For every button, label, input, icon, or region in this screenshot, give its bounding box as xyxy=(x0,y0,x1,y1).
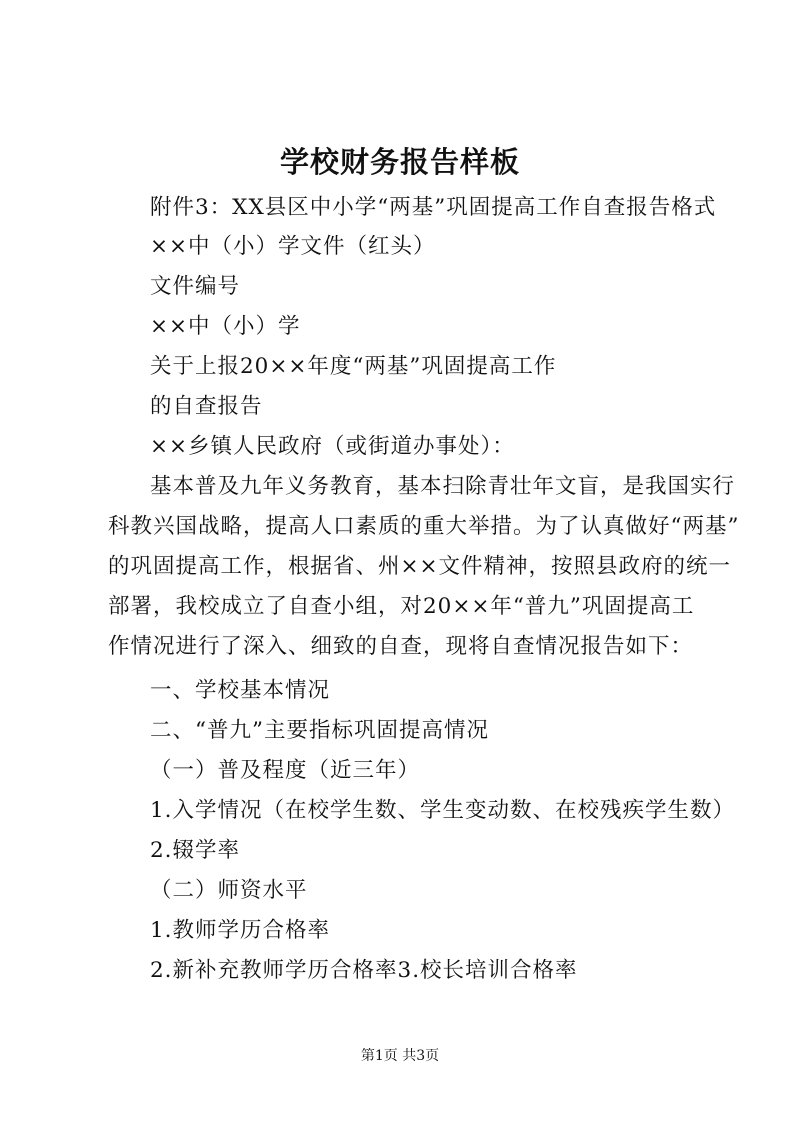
doc-line-file-number: 文件编号 xyxy=(150,274,241,299)
doc-line-red-header: ××中（小）学文件（红头） xyxy=(150,234,436,259)
doc-item-enrollment: 1.入学情况（在校学生数、学生变动数、在校残疾学生数） xyxy=(150,798,736,823)
doc-item-teacher-qualification: 1.教师学历合格率 xyxy=(150,918,331,943)
doc-item-dropout: 2.辍学率 xyxy=(150,838,241,863)
doc-line-subject-2: 的自查报告 xyxy=(150,394,263,419)
document-title: 学校财务报告样板 xyxy=(279,145,520,179)
doc-line-para-3: 的巩固提高工作，根据省、州××文件精神，按照县政府的统一 xyxy=(108,554,732,579)
doc-line-para-1: 基本普及九年义务教育，基本扫除青壮年文盲，是我国实行 xyxy=(150,474,736,499)
doc-line-subject-1: 关于上报20××年度“两基”巩固提高工作 xyxy=(150,354,557,379)
doc-subheading-coverage: （一）普及程度（近三年） xyxy=(150,758,421,783)
doc-heading-basic-info: 一、学校基本情况 xyxy=(150,678,331,703)
doc-subheading-teachers: （二）师资水平 xyxy=(150,878,308,903)
page-number: 第1页 共3页 xyxy=(360,1048,440,1064)
doc-line-para-5: 作情况进行了深入、细致的自查，现将自查情况报告如下： xyxy=(108,634,694,659)
doc-line-school: ××中（小）学 xyxy=(150,314,301,339)
doc-line-para-2: 科教兴国战略，提高人口素质的重大举措。为了认真做好“两基” xyxy=(108,514,740,539)
doc-item-new-teacher-qualification: 2.新补充教师学历合格率3.校长培训合格率 xyxy=(150,958,578,983)
doc-line-para-4: 部署，我校成立了自查小组，对20××年“普九”巩固提高工 xyxy=(108,594,695,619)
doc-line-attachment: 附件3：XX县区中小学“两基”巩固提高工作自查报告格式 xyxy=(150,195,717,220)
doc-line-addressee: ××乡镇人民政府（或街道办事处）： xyxy=(150,434,515,459)
doc-heading-indicators: 二、“普九”主要指标巩固提高情况 xyxy=(150,718,489,743)
